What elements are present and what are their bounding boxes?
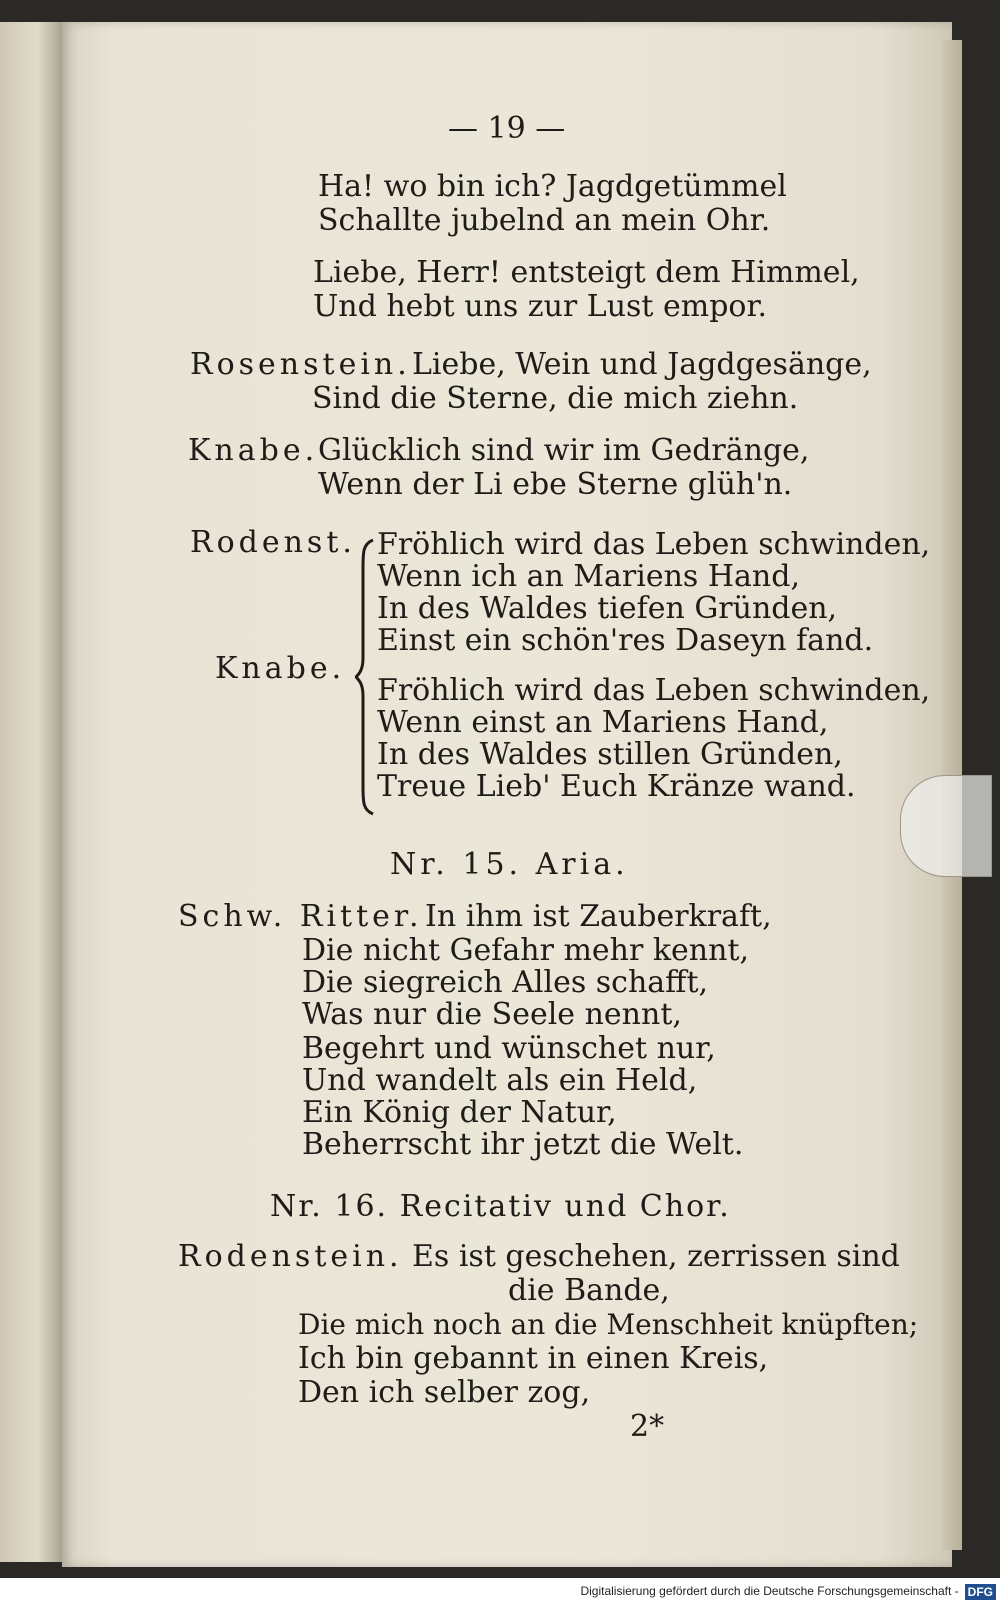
- verse-line: In des Waldes stillen Gründen,: [377, 737, 843, 772]
- section-heading: Nr. 15. Aria.: [390, 847, 629, 882]
- verse-line: Sind die Sterne, die mich ziehn.: [312, 381, 799, 416]
- verse-line: Treue Lieb' Euch Kränze wand.: [377, 769, 856, 804]
- verse-line: Ich bin gebannt in einen Kreis,: [298, 1341, 769, 1376]
- left-page-edge: [0, 22, 62, 1562]
- page-number: — 19 —: [448, 111, 566, 146]
- section-heading: Nr. 16. Recitativ und Chor.: [270, 1189, 731, 1224]
- verse-line: Und hebt uns zur Lust empor.: [313, 289, 768, 324]
- verse-line: Einst ein schön'res Daseyn fand.: [377, 623, 874, 658]
- verse-line: die Bande,: [508, 1273, 670, 1308]
- verse-line: Wenn einst an Mariens Hand,: [377, 705, 829, 740]
- verse-line: Liebe, Wein und Jagdgesänge,: [412, 347, 872, 382]
- curly-brace: [355, 538, 377, 816]
- verse-line: Die nicht Gefahr mehr kennt,: [302, 933, 750, 968]
- verse-line: Und wandelt als ein Held,: [302, 1063, 698, 1098]
- verse-line: Ha! wo bin ich? Jagdgetümmel: [318, 169, 787, 204]
- page-clip: [900, 775, 992, 877]
- verse-line: Die mich noch an die Menschheit knüpften;: [298, 1308, 919, 1341]
- speaker-name: Schw. Ritter.: [178, 899, 423, 934]
- verse-line: Schallte jubelnd an mein Ohr.: [318, 203, 771, 238]
- speaker-name: Rodenst.: [190, 525, 356, 560]
- dfg-logo: DFG: [965, 1584, 996, 1600]
- speaker-name: Rodenstein.: [178, 1239, 403, 1274]
- verse-line: In ihm ist Zauberkraft,: [425, 899, 772, 934]
- verse-line: Fröhlich wird das Leben schwinden,: [377, 673, 931, 708]
- verse-line: Begehrt und wünschet nur,: [302, 1031, 716, 1066]
- speaker-name: Rosenstein.: [190, 347, 411, 382]
- speaker-name: Knabe.: [188, 433, 319, 468]
- verse-line: Den ich selber zog,: [298, 1375, 591, 1410]
- verse-line: Fröhlich wird das Leben schwinden,: [377, 527, 931, 562]
- digitization-footer: [0, 1578, 1000, 1605]
- verse-line: Es ist geschehen, zerrissen sind: [412, 1239, 900, 1274]
- verse-line: Liebe, Herr! entsteigt dem Himmel,: [313, 255, 860, 290]
- verse-line: Ein König der Natur,: [302, 1095, 617, 1130]
- verse-line: Die siegreich Alles schafft,: [302, 965, 709, 1000]
- verse-line: Wenn der Li ebe Sterne glüh'n.: [318, 467, 793, 502]
- signature-mark: 2*: [630, 1409, 665, 1444]
- verse-line: Was nur die Seele nennt,: [302, 997, 682, 1032]
- verse-line: Beherrscht ihr jetzt die Welt.: [302, 1127, 744, 1162]
- footer-text: Digitalisierung gefördert durch die Deutsche Forschungsgemeinschaft -: [580, 1584, 959, 1598]
- speaker-name: Knabe.: [215, 651, 346, 686]
- verse-line: Glücklich sind wir im Gedränge,: [318, 433, 810, 468]
- verse-line: In des Waldes tiefen Gründen,: [377, 591, 838, 626]
- verse-line: Wenn ich an Mariens Hand,: [377, 559, 800, 594]
